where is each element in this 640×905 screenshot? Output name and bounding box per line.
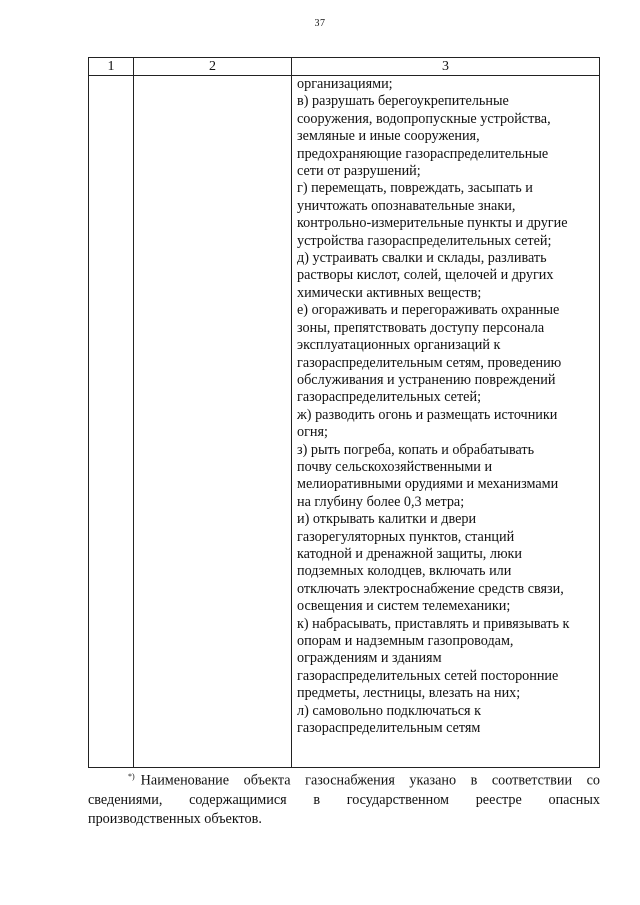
text-line: подземных колодцев, включать или <box>297 563 512 580</box>
text-line: газораспределительным сетям, проведению <box>297 354 562 371</box>
text-line: газораспределительным сетям <box>297 720 481 737</box>
text-line: химически активных веществ; <box>297 284 482 301</box>
text-line: зоны, препятствовать доступу персонала <box>297 319 545 336</box>
text-line: катодной и дренажной защиты, люки <box>297 545 523 562</box>
text-line: предметы, лестницы, влезать на них; <box>297 685 521 702</box>
text-line: организациями; <box>297 76 393 92</box>
text-line: контрольно-измерительные пункты и другие <box>297 215 568 232</box>
text-line: отключать электроснабжение средств связи, <box>297 580 564 597</box>
text-line: ограждениям и зданиям <box>297 650 442 667</box>
text-line: з) рыть погреба, копать и обрабатывать <box>297 441 535 458</box>
text-line: газораспределительных сетей; <box>297 389 482 406</box>
requirements-table <box>88 57 600 768</box>
cell-column-2 <box>134 76 292 768</box>
text-line: обслуживания и устранению повреждений <box>297 371 556 388</box>
text-line: газораспределительных сетей посторонние <box>297 667 559 684</box>
footnote-marker: *) <box>128 772 135 781</box>
page-number: 37 <box>314 18 326 29</box>
text-line: земляные и иные сооружения, <box>297 128 480 145</box>
text-line: в) разрушать берегоукрепительные <box>297 93 509 110</box>
footnote-line-2: сведениями, содержащимися в государственном реестре опасных <box>88 791 600 808</box>
text-line: сооружения, водопропускные устройства, <box>297 110 551 127</box>
text-line: сети от разрушений; <box>297 163 421 180</box>
text-line: и) открывать калитки и двери <box>297 511 477 528</box>
text-line: е) огораживать и перегораживать охранные <box>297 302 560 319</box>
text-line: мелиоративными орудиями и механизмами <box>297 476 559 493</box>
text-line: л) самовольно подключаться к <box>297 702 482 719</box>
column-header-2: 2 <box>134 58 292 76</box>
text-line: уничтожать опознавательные знаки, <box>297 197 516 214</box>
column-header-3: 3 <box>292 58 600 76</box>
table-row <box>89 76 600 768</box>
cell-column-3 <box>292 76 600 768</box>
text-line: растворы кислот, солей, щелочей и других <box>297 267 554 284</box>
text-line: опорам и надземным газопроводам, <box>297 633 514 649</box>
text-line: д) устраивать свалки и склады, разливать <box>297 250 547 267</box>
text-line: на глубину более 0,3 метра; <box>297 493 465 510</box>
text-line: освещения и систем телемеханики; <box>297 598 511 615</box>
footnote <box>88 767 600 829</box>
text-line: почву сельскохозяйственными и <box>297 458 493 475</box>
cell-column-1 <box>89 76 134 768</box>
column-header-1: 1 <box>89 58 134 76</box>
restrictions-text <box>292 76 599 737</box>
text-line: к) набрасывать, приставлять и привязывать к <box>297 615 570 632</box>
footnote-line-3: производственных объектов. <box>88 810 262 827</box>
footnote-text-1: Наименование объекта газоснабжения указано в соответствии со <box>140 772 600 789</box>
text-line: ж) разводить огонь и размещать источники <box>297 406 558 423</box>
text-line: эксплуатационных организаций к <box>297 337 501 354</box>
footnote-line-1 <box>88 767 600 791</box>
table-header-row <box>89 58 600 76</box>
text-line: огня; <box>297 424 328 441</box>
text-line: предохраняющие газораспределительные <box>297 145 549 162</box>
text-line: г) перемещать, повреждать, засыпать и <box>297 180 533 197</box>
text-line: газорегуляторных пунктов, станций <box>297 528 515 545</box>
text-line: устройства газораспределительных сетей; <box>297 232 552 249</box>
